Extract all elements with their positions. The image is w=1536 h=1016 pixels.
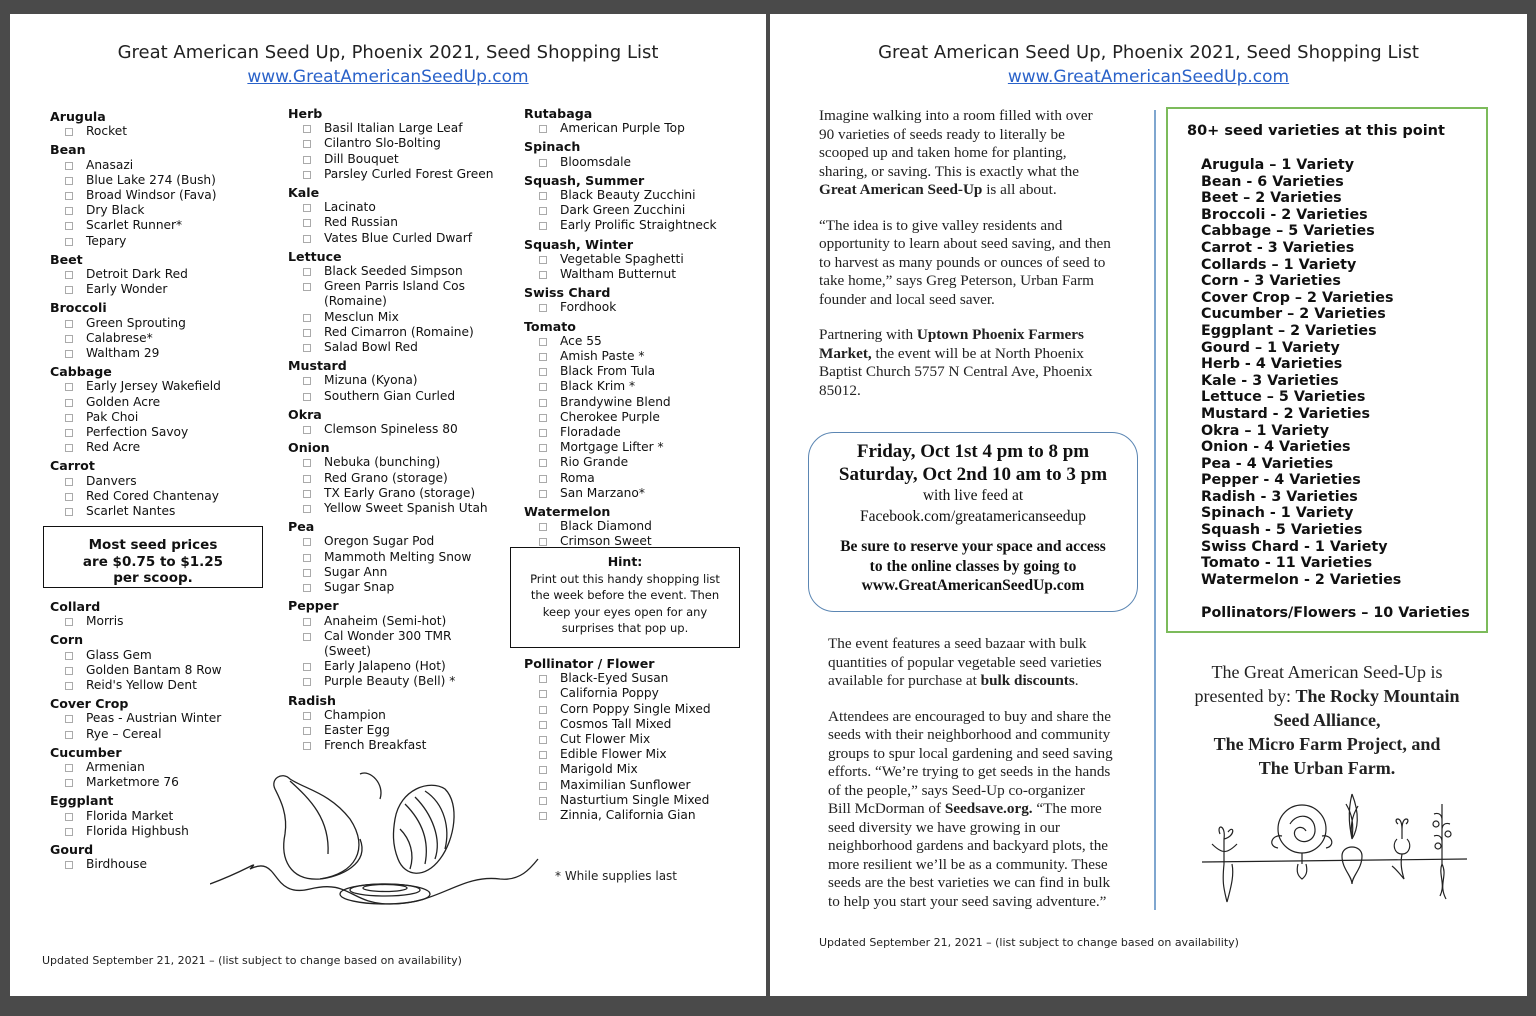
partner-name: Market, [819,344,872,362]
website-link[interactable]: www.GreatAmericanSeedUp.com [1007,67,1290,87]
variety-line: Cover Crop – 2 Varieties [1201,289,1394,306]
reserve-line: Be sure to reserve your space and access [840,538,1106,555]
sponsor-name: Seed Alliance, [1273,710,1381,730]
seed-item: Glass Gem [50,648,222,663]
category-heading: Corn [50,632,84,648]
category-heading: Broccoli [50,300,107,316]
seed-item: Nasturtium Single Mixed [524,793,711,808]
seed-item: Dark Green Zucchini [524,203,717,218]
text-line: is all about. [982,181,1057,198]
category-heading: Tomato [524,318,576,334]
price-line: are $0.75 to $1.25 [82,553,224,570]
hint-box [510,547,740,648]
hint-title: Hint: [607,554,643,569]
seed-list-column-3b [524,656,711,823]
hint-line: surprises that pop up. [561,621,689,635]
seed-item: Rye – Cereal [50,727,222,742]
variety-line: Tomato - 11 Varieties [1201,555,1373,572]
seed-item: Clemson Spineless 80 [288,422,494,437]
seed-item: Fordhook [524,300,717,315]
price-line: Most seed prices [88,537,218,553]
seed-item: Nebuka (bunching) [288,455,494,470]
column-divider [1154,110,1156,910]
seed-item: Scarlet Runner* [50,218,221,233]
seed-item: Golden Bantam 8 Row [50,663,222,678]
text-line: Bill McDorman of [828,800,945,817]
intro-paragraph-3 [819,326,1149,400]
seed-item: Floradade [524,425,717,440]
seed-item: Black Diamond [524,519,717,534]
variety-line: Herb - 4 Varieties [1201,356,1343,373]
pollinators-line: Pollinators/Flowers – 10 Varieties [1201,605,1470,621]
seed-item: Early Jalapeno (Hot) [288,659,494,674]
seed-item: French Breakfast [288,738,494,753]
varieties-box [1166,107,1488,633]
text-line: The event features a seed bazaar with bulk [828,635,1087,652]
text-line: more resilient we’ll be as a community. These [828,855,1108,873]
seed-item: Green Parris Island Cos [288,279,494,294]
seed-item: Armenian [50,760,222,775]
variety-line: Squash - 5 Varieties [1201,522,1363,539]
seed-item: Zinnia, California Gian [524,808,711,823]
text-line: take home,” says Greg Peterson, Urban Farm [819,272,1094,289]
event-livefeed: with live feed at [922,487,1024,504]
intro-paragraph-2 [819,217,1149,310]
variety-line: Mustard - 2 Varieties [1201,405,1371,422]
event-box [808,432,1138,612]
facebook-link[interactable]: Facebook.com/greatamericanseedup [860,508,1086,525]
seed-item: Marketmore 76 [50,775,222,790]
text-line: opportunity to learn about seed saving, and then [819,235,1111,252]
seed-item: Yellow Sweet Spanish Utah [288,501,494,516]
seed-list-column-3 [524,106,717,550]
seed-item: Crimson Sweet [524,534,717,549]
onion-illustration [210,759,540,909]
reserve-link[interactable]: www.GreatAmericanSeedUp.com [861,577,1085,594]
seed-item: Rocket [50,124,221,139]
category-heading: Beet [50,251,83,267]
seed-item: Waltham 29 [50,346,221,361]
footer-note: Updated September 21, 2021 – (list subject to change based on availability) [819,936,1239,949]
seed-item: Detroit Dark Red [50,267,221,282]
seed-item: Brandywine Blend [524,395,717,410]
seed-item: Mesclun Mix [288,310,494,325]
text-line: sharing, or saving. This is exactly what the [819,162,1079,180]
text-line: founder and local seed saver. [819,290,995,308]
varieties-list [1201,157,1401,588]
variety-line: Lettuce – 5 Varieties [1201,389,1366,406]
website-link[interactable]: www.GreatAmericanSeedUp.com [247,67,529,87]
category-heading: Okra [288,406,322,422]
category-heading: Pepper [288,598,339,614]
hint-line: the week before the event. Then [530,588,720,602]
seed-item: (Romaine) [324,294,387,309]
variety-line: Cabbage – 5 Varieties [1201,223,1375,240]
seed-item: Champion [288,708,494,723]
seed-item: Sugar Ann [288,565,494,580]
category-heading: Eggplant [50,793,114,809]
seed-item: Cut Flower Mix [524,732,711,747]
seed-item: American Purple Top [524,121,717,136]
vegetables-illustration [1202,784,1472,909]
seed-item: (Sweet) [324,643,371,658]
event-friday: Friday, Oct 1st 4 pm to 8 pm [856,441,1090,462]
seed-item: Southern Gian Curled [288,389,494,404]
seed-item: Mizuna (Kyona) [288,373,494,388]
seed-item: Scarlet Nantes [50,504,221,519]
seed-item: Black Krim * [524,379,717,394]
bold-text: Seedsave.org. [944,800,1033,817]
category-heading: Lettuce [288,248,342,264]
category-heading: Swiss Chard [524,285,611,301]
text-line: “The more [1032,800,1102,817]
text-line: Baptist Church 5757 N Central Ave, Phoenix [819,363,1093,380]
seed-item: Edible Flower Mix [524,747,711,762]
hint-line: keep your eyes open for any [542,604,708,619]
text-line: quantities of popular vegetable seed varieties [828,653,1102,671]
bold-text: bulk discounts [980,672,1075,689]
text-line: seed diversity we have growing in our [828,818,1060,836]
presented-by [1166,660,1488,780]
seed-item: Blue Lake 274 (Bush) [50,173,221,188]
seed-item: California Poppy [524,686,711,701]
text-line: groups to spur local gardening and seed saving [828,744,1113,762]
category-heading: Squash, Winter [524,236,634,252]
seed-item: TX Early Grano (storage) [288,486,494,501]
text-line: presented by: [1194,686,1296,706]
seed-item: Vates Blue Curled Dwarf [288,231,494,246]
seed-item: Cherokee Purple [524,410,717,425]
event-name: Great American Seed-Up [819,181,983,198]
seed-item: Sugar Snap [288,580,494,595]
sponsor-name: The Micro Farm Project, and [1213,734,1441,754]
seed-item: Cilantro Slo-Bolting [288,136,494,151]
text-line: the event will be at North Phoenix [871,344,1084,362]
variety-line: Arugula – 1 Variety [1201,157,1355,173]
seed-item: Mortgage Lifter * [524,440,717,455]
seed-item: Marigold Mix [524,762,711,777]
text-line: 90 varieties of seeds ready to literally be [819,125,1065,143]
bazaar-paragraph [828,635,1148,691]
seed-item: Mammoth Melting Snow [288,550,494,565]
seed-item: Rio Grande [524,455,717,470]
category-heading: Kale [288,185,320,201]
variety-line: Bean - 6 Varieties [1201,173,1344,190]
category-heading: Bean [50,142,86,158]
seed-item: Black-Eyed Susan [524,671,711,686]
seed-item: Maximilian Sunflower [524,778,711,793]
body-text [828,635,1148,928]
category-heading: Cucumber [50,744,122,760]
sponsor-name: The Urban Farm. [1258,758,1396,778]
page-title: Great American Seed Up, Phoenix 2021, Seed Shopping List [878,42,1419,63]
category-heading: Pollinator / Flower [524,656,655,671]
reserve-line: to the online classes by going to [869,557,1077,575]
seed-item: Danvers [50,474,221,489]
seed-item: Red Russian [288,215,494,230]
seed-item: Dill Bouquet [288,152,494,167]
seed-item: Red Cimarron (Romaine) [288,325,494,340]
variety-line: Spinach - 1 Variety [1201,505,1354,522]
seed-item: Black Seeded Simpson [288,264,494,279]
seed-item: Morris [50,614,222,629]
category-heading: Carrot [50,458,95,474]
category-heading: Mustard [288,358,347,374]
seed-item: Early Wonder [50,282,221,297]
seed-item: Waltham Butternut [524,267,717,282]
text-line: to harvest as many pounds or ounces of seed to [819,253,1106,271]
category-heading: Gourd [50,842,94,858]
category-heading: Herb [288,106,323,121]
category-heading: Collard [50,599,101,614]
category-heading: Radish [288,692,336,708]
seed-item: Ace 55 [524,334,717,349]
text-line: available for purchase at [828,672,981,689]
seed-item: Vegetable Spaghetti [524,252,717,267]
seed-item: Anaheim (Semi-hot) [288,614,494,629]
category-heading: Cover Crop [50,696,129,712]
seed-item: Corn Poppy Single Mixed [524,702,711,717]
text-line: scooped up and taken home for planting, [819,144,1067,161]
left-page [10,14,766,996]
seed-item: Bloomsdale [524,155,717,170]
seed-item: Early Prolific Straightneck [524,218,717,233]
seed-item: Reid's Yellow Dent [50,678,222,693]
seed-item: Tepary [50,234,221,249]
category-heading: Cabbage [50,364,112,380]
category-heading: Pea [288,519,315,535]
text-line: Partnering with [819,326,917,343]
intro-text [819,107,1149,417]
text-line: to help you start your seed saving adventure.” [828,892,1107,910]
varieties-title: 80+ seed varieties at this point [1187,123,1445,139]
text-line: seeds with their neighborhood and community [828,726,1111,743]
seed-item: Easter Egg [288,723,494,738]
seed-list-column-2 [288,106,494,753]
variety-line: Pepper - 4 Varieties [1201,472,1361,489]
variety-line: Pea - 4 Varieties [1201,455,1334,472]
text-line: . [1074,672,1079,689]
intro-paragraph-1 [819,107,1149,200]
variety-line: Beet – 2 Varieties [1201,190,1342,207]
seed-item: Roma [524,471,717,486]
category-heading: Squash, Summer [524,172,645,188]
seed-item: Dry Black [50,203,221,218]
seed-item: Calabrese* [50,331,221,346]
seed-item: Lacinato [288,200,494,215]
seed-item: Black Beauty Zucchini [524,188,717,203]
variety-line: Carrot - 3 Varieties [1201,239,1355,256]
text-line: Imagine walking into a room filled with over [819,107,1093,124]
variety-line: Onion - 4 Varieties [1201,439,1351,456]
seed-item: Parsley Curled Forest Green [288,167,494,182]
seed-item: Pak Choi [50,410,221,425]
seed-item: San Marzano* [524,486,717,501]
text-line: 85012. [819,381,861,399]
category-heading: Watermelon [524,504,611,520]
seed-item: Florida Highbush [50,824,222,839]
seed-item: Florida Market [50,809,222,824]
presented-line: The Great American Seed-Up is [1211,662,1443,682]
category-heading: Arugula [50,109,106,124]
seed-item: Purple Beauty (Bell) * [288,674,494,689]
seed-item: Perfection Savoy [50,425,221,440]
seed-item: Salad Bowl Red [288,340,494,355]
variety-line: Eggplant – 2 Varieties [1201,322,1377,339]
variety-line: Kale - 3 Varieties [1201,372,1339,389]
seed-item: Black From Tula [524,364,717,379]
text-line: efforts. “We’re trying to get seeds in the hands [828,763,1111,780]
footer-note: Updated September 21, 2021 – (list subject to change based on availability) [42,954,462,967]
attendees-paragraph [828,708,1148,912]
variety-line: Cucumber – 2 Varieties [1201,306,1386,323]
seed-item: Red Cored Chantenay [50,489,221,504]
sponsor-name: The Rocky Mountain [1295,686,1460,706]
text-line: seeds are the best varieties we can find in bulk [828,874,1111,891]
presented-line [1166,684,1488,708]
variety-line: Watermelon - 2 Varieties [1201,571,1402,588]
seed-item: Red Acre [50,440,221,455]
seed-item: Peas - Austrian Winter [50,711,222,726]
seed-item: Basil Italian Large Leaf [288,121,494,136]
seed-item: Birdhouse [50,857,222,872]
seed-list-column-1b [50,599,222,872]
supplies-note: * While supplies last [555,869,678,883]
variety-line: Collards – 1 Variety [1201,256,1357,273]
category-heading: Rutabaga [524,106,593,121]
variety-line: Broccoli - 2 Varieties [1201,206,1368,223]
text-line: neighborhood gardens and backyard plots, the [828,837,1109,854]
page-title: Great American Seed Up, Phoenix 2021, Seed Shopping List [117,42,659,63]
text-line: “The idea is to give valley residents and [819,216,1063,234]
seed-list-column-1 [50,109,221,519]
price-box [43,526,263,588]
seed-item: Oregon Sugar Pod [288,534,494,549]
seed-item: Golden Acre [50,395,221,410]
seed-item: Amish Paste * [524,349,717,364]
text-line: Attendees are encouraged to buy and share the [828,707,1111,725]
event-saturday: Saturday, Oct 2nd 10 am to 3 pm [838,464,1108,485]
variety-line: Okra – 1 Variety [1201,422,1330,439]
variety-line: Gourd – 1 Variety [1201,339,1340,356]
hint-line: Print out this handy shopping list [530,571,720,586]
category-heading: Spinach [524,139,581,155]
price-line: per scoop. [113,570,193,586]
partner-name: Uptown Phoenix Farmers [916,326,1084,343]
category-heading: Onion [288,440,330,456]
variety-line: Swiss Chard - 1 Variety [1201,538,1388,555]
seed-item: Early Jersey Wakefield [50,379,221,394]
seed-item: Cal Wonder 300 TMR [288,629,494,644]
right-page [770,14,1527,996]
seed-item: Anasazi [50,158,221,173]
seed-item: Red Grano (storage) [288,471,494,486]
seed-item: Broad Windsor (Fava) [50,188,221,203]
variety-line: Corn - 3 Varieties [1201,273,1341,290]
variety-line: Radish - 3 Varieties [1201,488,1358,505]
text-line: of the people,” says Seed-Up co-organizer [828,781,1085,799]
seed-item: Cosmos Tall Mixed [524,717,711,732]
seed-item: Green Sprouting [50,316,221,331]
